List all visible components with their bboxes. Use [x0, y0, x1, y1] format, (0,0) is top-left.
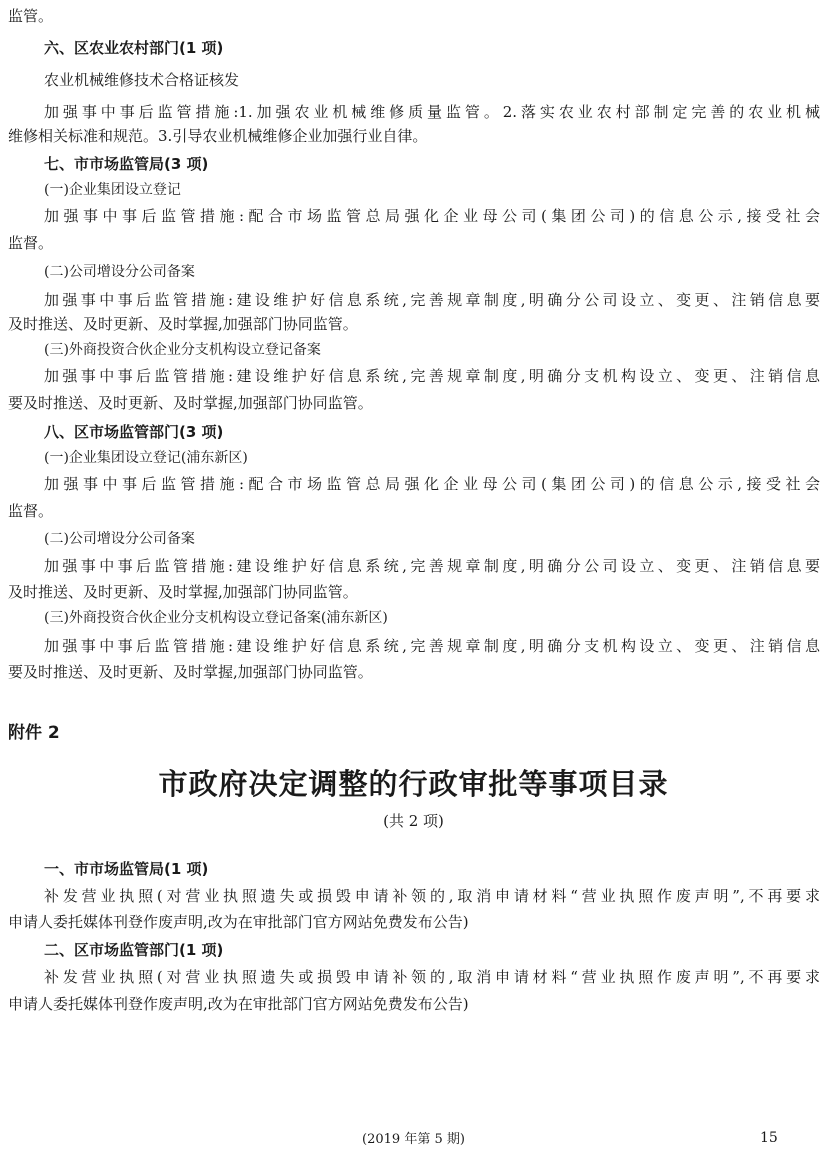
body-line: 加强事中事后监管措施:建设维护好信息系统,完善规章制度,明确分支机构设立、变更、注销信息: [44, 367, 820, 385]
annex-label: 附件 2: [8, 723, 60, 743]
body-line: 监督。: [8, 234, 54, 252]
body-line: 加强事中事后监管措施:1.加强农业机械维修质量监管。2.落实农业农村部制定完善的农业机械: [44, 103, 820, 121]
document-title: 市政府决定调整的行政审批等事项目录: [158, 767, 669, 801]
item-title: 农业机械维修技术合格证核发: [44, 71, 240, 89]
body-line: 加强事中事后监管措施:建设维护好信息系统,完善规章制度,明确分支机构设立、变更、注销信息: [44, 637, 820, 655]
body-line: 加强事中事后监管措施:配合市场监管总局强化企业母公司(集团公司)的信息公示,接受社会: [44, 207, 820, 225]
section-heading: 一、市市场监管局(1 项): [44, 860, 209, 878]
body-line: 申请人委托媒体刊登作废声明,改为在审批部门官方网站免费发布公告): [8, 913, 469, 931]
body-line: 要及时推送、及时更新、及时掌握,加强部门协同监管。: [8, 394, 373, 412]
section-heading: 六、区农业农村部门(1 项): [44, 39, 224, 57]
body-line: 加强事中事后监管措施:建设维护好信息系统,完善规章制度,明确分公司设立、变更、注销信息要: [44, 291, 820, 309]
body-line: 维修相关标准和规范。3.引导农业机械维修企业加强行业自律。: [8, 127, 428, 145]
issue-footer: (2019 年第 5 期): [362, 1132, 465, 1147]
document-subtitle: (共 2 项): [383, 812, 444, 830]
sub-item-title: (三)外商投资合伙企业分支机构设立登记备案(浦东新区): [44, 610, 388, 626]
sub-item-title: (一)企业集团设立登记: [44, 182, 181, 198]
page-number: 15: [760, 1130, 778, 1146]
body-line: 监督。: [8, 502, 54, 520]
section-heading: 七、市市场监管局(3 项): [44, 155, 209, 173]
body-line: 监管。: [8, 7, 54, 25]
sub-item-title: (三)外商投资合伙企业分支机构设立登记备案: [44, 342, 321, 358]
body-line: 要及时推送、及时更新、及时掌握,加强部门协同监管。: [8, 663, 373, 681]
body-line: 加强事中事后监管措施:配合市场监管总局强化企业母公司(集团公司)的信息公示,接受社会: [44, 475, 820, 493]
section-heading: 八、区市场监管部门(3 项): [44, 423, 224, 441]
body-line: 及时推送、及时更新、及时掌握,加强部门协同监管。: [8, 315, 358, 333]
body-line: 补发营业执照(对营业执照遗失或损毁申请补领的,取消申请材料“营业执照作废声明”,不再要求: [44, 887, 820, 905]
section-heading: 二、区市场监管部门(1 项): [44, 941, 224, 959]
body-line: 申请人委托媒体刊登作废声明,改为在审批部门官方网站免费发布公告): [8, 995, 469, 1013]
sub-item-title: (二)公司增设分公司备案: [44, 531, 195, 547]
body-line: 加强事中事后监管措施:建设维护好信息系统,完善规章制度,明确分公司设立、变更、注销信息要: [44, 557, 820, 575]
sub-item-title: (一)企业集团设立登记(浦东新区): [44, 450, 248, 466]
body-line: 及时推送、及时更新、及时掌握,加强部门协同监管。: [8, 583, 358, 601]
body-line: 补发营业执照(对营业执照遗失或损毁申请补领的,取消申请材料“营业执照作废声明”,不再要求: [44, 968, 820, 986]
sub-item-title: (二)公司增设分公司备案: [44, 264, 195, 280]
